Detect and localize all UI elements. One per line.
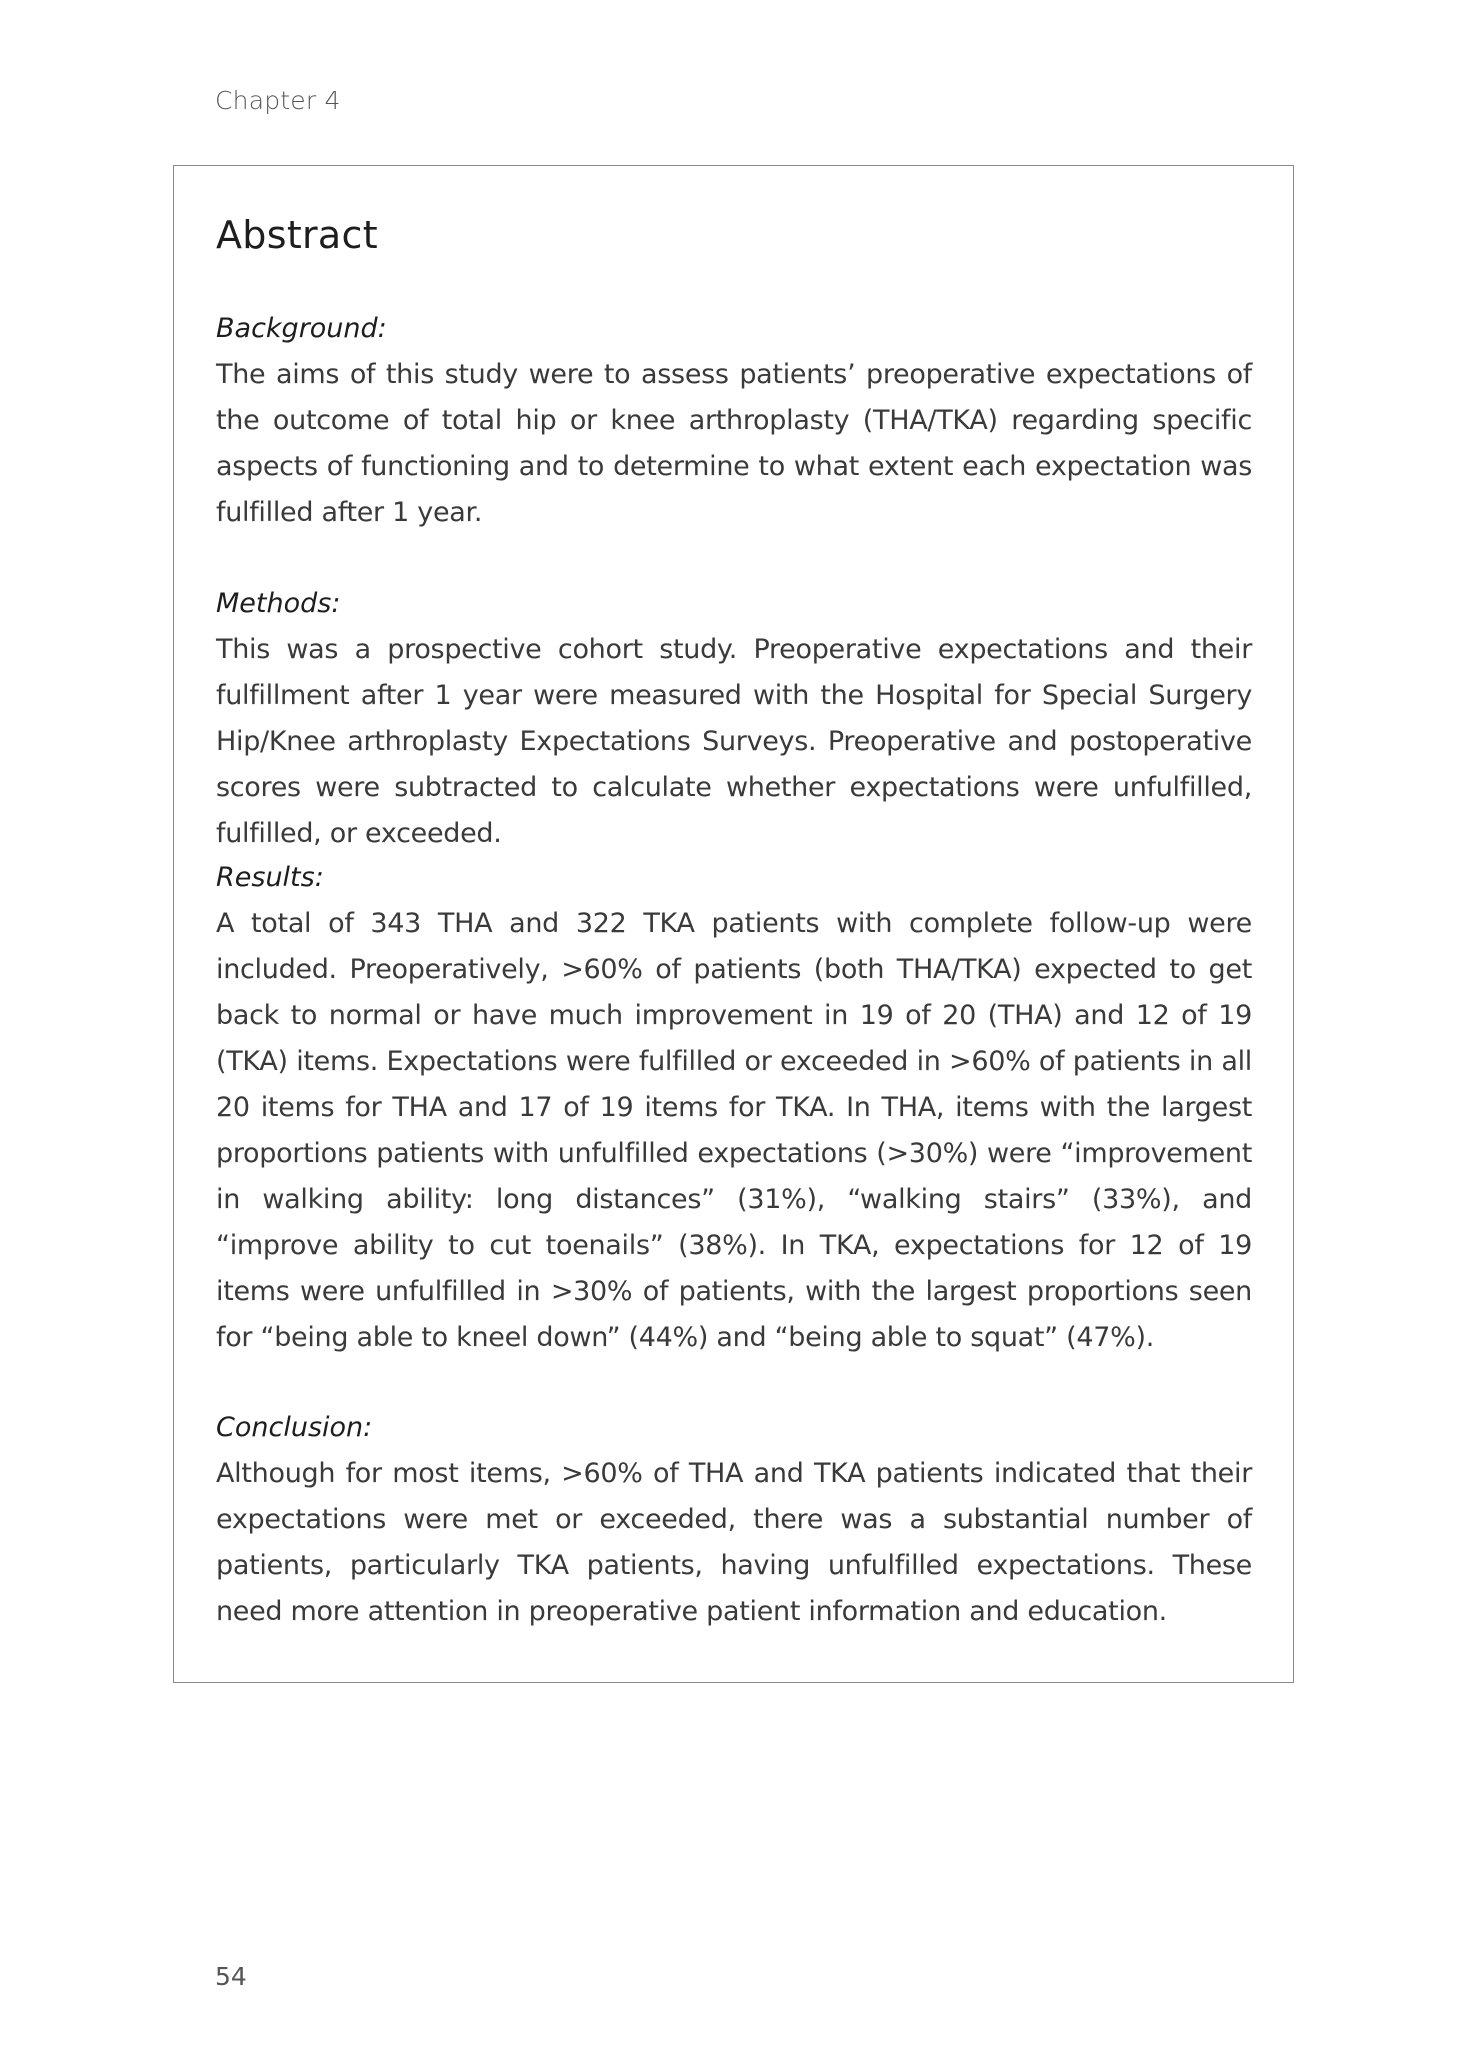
background-heading: Background:: [216, 313, 387, 344]
section-methods: [216, 581, 1252, 857]
conclusion-heading: Conclusion:: [216, 1412, 373, 1443]
methods-text: This was a prospective cohort study. Preoperative expectations and their fulfillment after 1 year were measured with the Hospital for Special Surgery Hip/Knee arthroplasty Expectations Surveys. Preoperative and postoperative scores were subtracted to calculate whether expectations were unfulfilled, fulfilled, or exceeded.: [216, 634, 1252, 849]
results-heading: Results:: [216, 862, 324, 893]
section-conclusion: [216, 1405, 1252, 1635]
section-results: [216, 855, 1252, 1361]
background-text: The aims of this study were to assess patients’ preoperative expectations of the outcome of total hip or knee arthroplasty (THA/TKA) regarding specific aspects of functioning and to determine to what extent each expectation was fulfilled after 1 year.: [216, 359, 1252, 528]
running-head: Chapter 4: [215, 86, 341, 115]
methods-heading: Methods:: [216, 588, 341, 619]
page-number: 54: [215, 1962, 247, 1991]
conclusion-text: Although for most items, >60% of THA and TKA patients indicated that their expectations were met or exceeded, there was a substantial number of patients, particularly TKA patients, having unfulfilled expectations. These need more attention in preoperative patient information and education.: [216, 1458, 1252, 1627]
results-text: A total of 343 THA and 322 TKA patients with complete follow-up were included. Preoperatively, >60% of patients (both THA/TKA) expected to get back to normal or have much improvement in 19 of 20 (THA) and 12 of 19 (TKA) items. Expectations were fulfilled or exceeded in >60% of patients in all 20 items for THA and 17 of 19 items for TKA. In THA, items with the largest proportions patients with unfulfilled expectations (>30%) were “improvement in walking ability: long distances” (31%), “walking stairs” (33%), and “improve ability to cut toenails” (38%). In TKA, expectations for 12 of 19 items were unfulfilled in >30% of patients, with the largest proportions seen for “being able to kneel down” (44%) and “being able to squat” (47%).: [216, 908, 1252, 1353]
abstract-box: [173, 165, 1294, 1683]
section-background: [216, 306, 1252, 536]
abstract-title: Abstract: [216, 213, 378, 257]
